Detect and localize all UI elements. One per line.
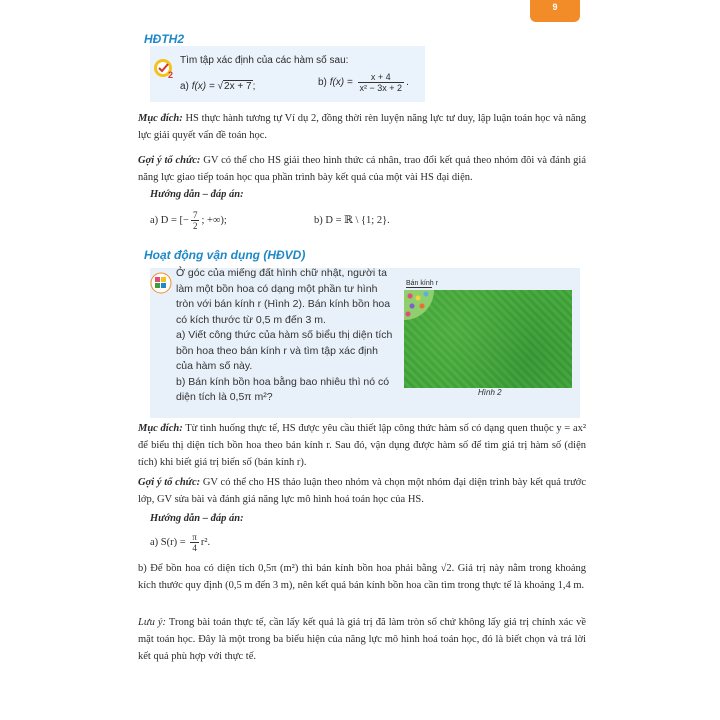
figure-caption: Hình 2: [478, 388, 502, 397]
activity-question-a: a) Viết công thức của hàm số biểu thị diện tích bồn hoa theo bán kính r và tìm tập xác định của hàm số này.: [176, 329, 393, 372]
organization-paragraph-2: Gợi ý tổ chức: GV có thể cho HS thảo luận theo nhóm và chọn một nhóm đại diện trình bày kết quả trước lớp, GV sửa bài và đánh giá năng lực mô hình hoá toán học của HS.: [138, 477, 586, 505]
activity-intro: Ở góc của miếng đất hình chữ nhật, người ta làm một bồn hoa có dạng một phần tư hình tròn với bán kính r (Hình 2). Bán kính bồn hoa có kích thước từ 0,5 m đến 3 m.: [176, 267, 391, 326]
exercise-prompt: Tìm tập xác định của các hàm số sau:: [180, 55, 349, 66]
puzzle-icon: [150, 272, 172, 294]
answer-a-1: a) D = [− $\frac{7}{2}$ ; +∞);: [150, 210, 227, 231]
guide-label-2: Hướng dẫn – đáp án:: [150, 513, 244, 524]
purpose-paragraph-2: Mục đích: Từ tình huống thực tế, HS được yêu cầu thiết lập công thức hàm số có dạng quen thuộc y = ax² để biểu thị diện tích bồn hoa theo bán kính r. Sau đó, vận dụng được hàm số để tìm giá trị hàm số (diện tích) khi biết giá trị biến số (bán kính r).: [138, 423, 587, 468]
organization-paragraph-1: Gợi ý tổ chức: GV có thể cho HS giải theo hình thức cá nhân, trao đổi kết quả theo nhóm đôi và đánh giá năng lực giao tiếp toán học qua phần trình bày kết quả của một vài HS đại diện.: [138, 155, 586, 183]
note-paragraph: Lưu ý: Trong bài toán thực tế, cần lấy kết quả là giá trị đã làm tròn số chứ không lấy giá trị chính xác về mặt toán học. Đây là một trong ba biểu hiện của năng lực mô hình hoá toán học, đó là biết chọn và trả lời kết quả phù hợp với thực tế.: [138, 617, 586, 662]
section-heading-hdth2: HĐTH2: [144, 32, 185, 46]
figure-radius-label: Bán kính r: [406, 280, 438, 287]
activity-text: [176, 266, 394, 406]
question-badge-icon: [152, 56, 176, 80]
guide-label-1: Hướng dẫn – đáp án:: [150, 189, 244, 200]
answer-b-2: b) Để bồn hoa có diện tích 0,5π (m²) thì bán kính bồn hoa phải bằng √2. Giá trị này nằm trong khoảng kích thước quy định (0,5 m đến 3 m), nên kết quả bán kính bồn hoa cần tìm trong thực tế là khoảng 1,4 m.: [138, 563, 586, 591]
svg-text:2: 2: [168, 70, 174, 80]
figure-radius-line: [406, 287, 432, 288]
exercise-part-a: a) f(x) = √2x + 7;: [180, 81, 256, 92]
exercise-part-b: b) f(x) = $\frac{x + 4}{\text{x² − 3x + 2}}$ .: [318, 72, 409, 93]
purpose-paragraph-1: Mục đích: HS thực hành tương tự Ví dụ 2, đồng thời rèn luyện năng lực tư duy, lập luận toán học và năng lực giải quyết vấn đề toán học.: [138, 113, 586, 141]
answer-a-2: a) S(r) = $\frac{\pi}{4}$ r².: [150, 532, 211, 553]
page-number: 9: [552, 2, 558, 12]
answer-b-1: b) D = ℝ \ {1; 2}.: [314, 215, 390, 226]
section-heading-hdvd: Hoạt động vận dụng (HĐVD): [144, 248, 306, 262]
activity-question-b: b) Bán kính bồn hoa bằng bao nhiêu thì nó có diện tích là 0,5π m²?: [176, 375, 390, 403]
